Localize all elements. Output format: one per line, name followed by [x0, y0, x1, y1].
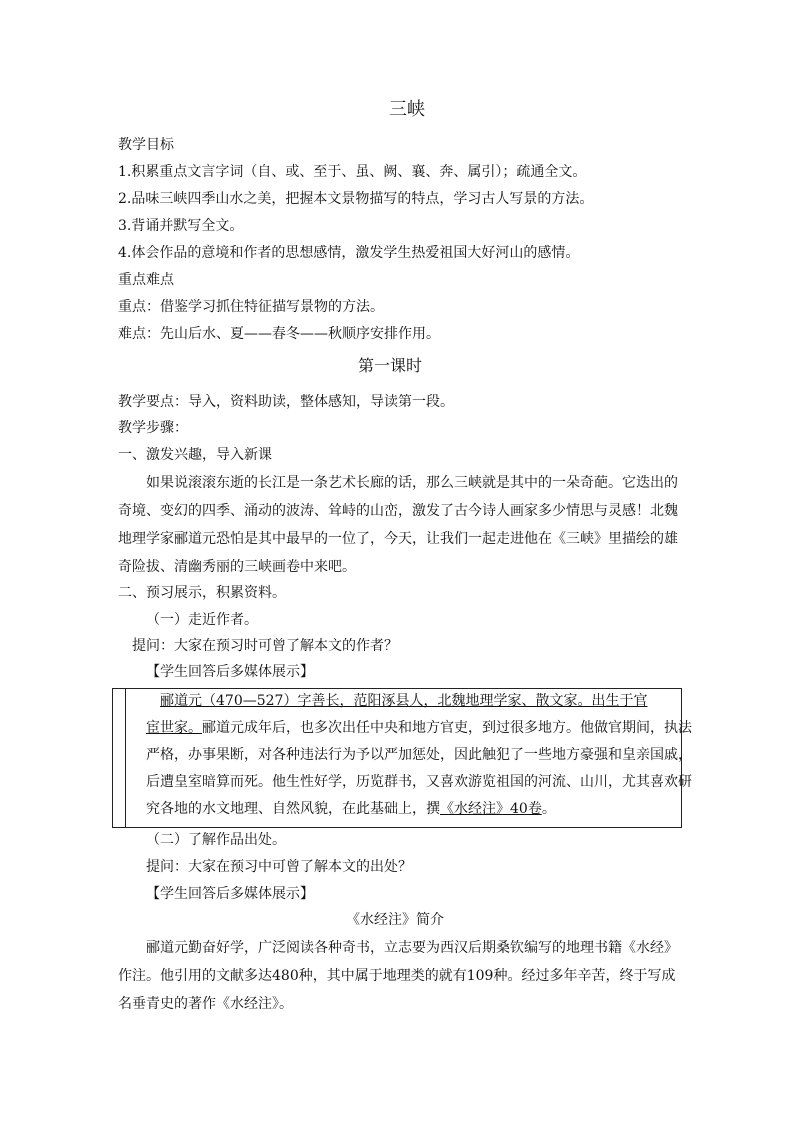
question-source: 提问：大家在预习中可曾了解本文的出处？ [146, 859, 412, 875]
author-box-line-5-start: 究各地的水文地理、自然风貌，在此基础上，撰 [146, 801, 440, 817]
main-points: 教学要点：导入，资料助读，整体感知，导读第一段。 [118, 394, 454, 410]
question-author: 提问：大家在预习时可曾了解本文的作者？ [132, 638, 398, 654]
work-intro-line-2: 作注。他引用的文献多达480种，其中属于地理类的就有109种。经过多年辛苦，终于写成 [118, 968, 676, 984]
work-intro-line-1: 郦道元勤奋好学，广泛阅读各种奇书，立志要为西汉后期桑钦编写的地理书籍《水经》 [146, 940, 678, 956]
sub-heading-author: （一）走近作者。 [146, 612, 258, 628]
author-box-line-3: 严格，办事果断，对各种违法行为予以严加惩处，因此触犯了一些地方豪强和皇亲国戚， [146, 747, 692, 763]
step-2-heading: 二、预习展示，积累资料。 [118, 585, 286, 601]
difficult-point: 难点：先山后水、夏——春冬——秋顺序安排作用。 [118, 326, 440, 342]
heading-teaching-goals: 教学目标 [118, 137, 174, 153]
intro-line-2: 奇境、变幻的四季、涌动的波涛、耸峙的山峦，激发了古今诗人画家多少情思与灵感！北魏 [118, 503, 678, 519]
goal-item-2: 2.品味三峡四季山水之美，把握本文景物描写的特点，学习古人写景的方法。 [118, 191, 594, 207]
author-box-line-2-underlined: 宦世家。 [146, 720, 202, 736]
multimedia-note-2: 【学生回答后多媒体展示】 [146, 886, 314, 902]
author-box-line-5-end: 。 [541, 801, 556, 817]
author-box-line-2-rest: 郦道元成年后，也多次出任中央和地方官吏，到过很多地方。他做官期间，执法 [202, 720, 692, 736]
author-box-line-2 [146, 718, 692, 738]
author-box-line-4: 后遭皇室暗算而死。他生性好学，历览群书，又喜欢游览祖国的河流、山川，尤其喜欢研 [146, 774, 692, 790]
page-title: 三峡 [389, 99, 425, 120]
work-intro-title: 《水经注》简介 [346, 912, 444, 928]
intro-line-3: 地理学家郦道元恐怕是其中最早的一位了，今天，让我们一起走进他在《三峡》里描绘的雄 [118, 531, 678, 547]
box-margin-line [125, 689, 126, 827]
author-box-line-1: 郦道元（470—527）字善长，范阳涿县人，北魏地理学家、散文家。出生于官 [160, 693, 648, 709]
author-box-line-5 [146, 799, 556, 819]
steps-heading: 教学步骤： [118, 420, 188, 436]
intro-line-1: 如果说滚滚东逝的长江是一条艺术长廊的话，那么三峡就是其中的一朵奇葩。它迭出的 [146, 475, 678, 491]
multimedia-note-1: 【学生回答后多媒体展示】 [146, 664, 314, 680]
work-intro-line-3: 名垂青史的著作《水经注》。 [118, 996, 293, 1012]
sub-heading-source: （二）了解作品出处。 [146, 832, 286, 848]
key-point: 重点：借鉴学习抓住特征描写景物的方法。 [118, 299, 384, 315]
author-box-line-5-underlined: 《水经注》40卷 [440, 801, 542, 817]
heading-key-difficulties: 重点难点 [118, 272, 174, 288]
goal-item-3: 3.背诵并默写全文。 [118, 218, 244, 234]
intro-line-4: 奇险拔、清幽秀丽的三峡画卷中来吧。 [118, 559, 356, 575]
step-1-heading: 一、激发兴趣，导入新课 [118, 447, 272, 463]
goal-item-4: 4.体会作品的意境和作者的思想感情，激发学生热爱祖国大好河山的感情。 [118, 245, 580, 261]
lesson-title: 第一课时 [358, 356, 423, 375]
goal-item-1: 1.积累重点文言字词（自、或、至于、虽、阙、襄、奔、属引）；疏通全文。 [118, 164, 587, 180]
